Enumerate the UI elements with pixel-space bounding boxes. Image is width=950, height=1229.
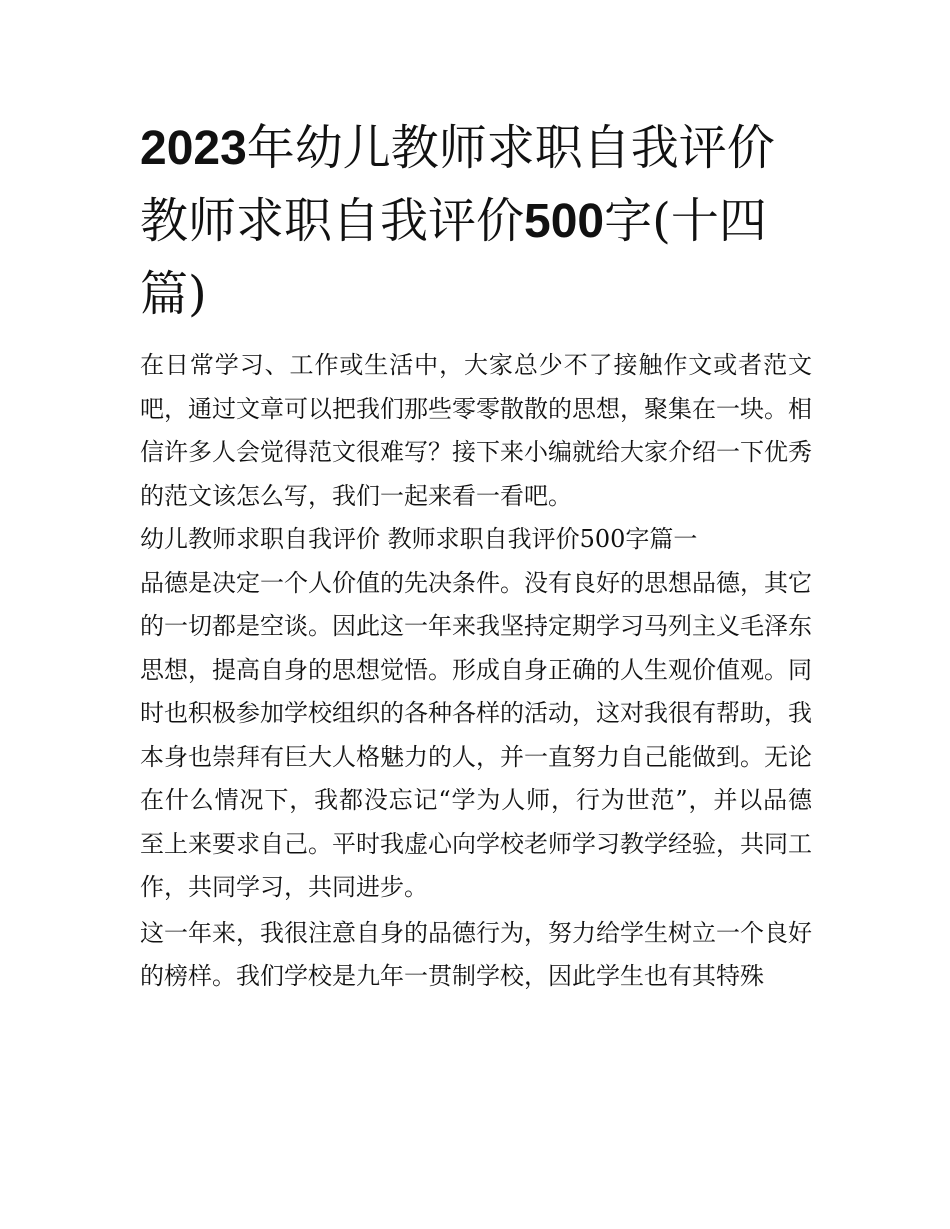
title-number: 500 <box>524 195 605 248</box>
title-text-main: 年幼儿教师求职自我评价教师求职自我评价 <box>140 120 775 249</box>
title-year: 2023 <box>140 122 247 175</box>
document-title <box>140 112 812 330</box>
intro-paragraph: 在日常学习、工作或生活中，大家总少不了接触作文或者范文吧，通过文章可以把我们那些零零散散的思想，聚集在一块。相信许多人会觉得范文很难写？接下来小编就给大家介绍一下优秀的范文该怎么写，我们一起来看一看吧。 <box>140 351 812 510</box>
body-paragraph-1: 品德是决定一个人价值的先决条件。没有良好的思想品德，其它的一切都是空谈。因此这一年来我坚持定期学习马列主义毛泽东思想，提高自身的思想觉悟。形成自身正确的人生观价值观。同时也积极参加学校组织的各种各样的活动，这对我很有帮助，我本身也崇拜有巨大人格魅力的人，并一直努力自己能做到。无论在什么情况下，我都没忘记“学为人师，行为世范”，并以品德至上来要求自己。平时我虚心向学校老师学习教学经验，共同工作，共同学习，共同进步。 <box>140 568 812 901</box>
section-heading: 幼儿教师求职自我评价 教师求职自我评价500字篇一 <box>140 525 698 553</box>
body-paragraph-2: 这一年来，我很注意自身的品德行为，努力给学生树立一个良好的榜样。我们学校是九年一贯制学校，因此学生也有其特殊 <box>140 918 812 990</box>
document-body <box>140 112 812 999</box>
title-text-tail: 字(十四篇) <box>140 193 767 322</box>
